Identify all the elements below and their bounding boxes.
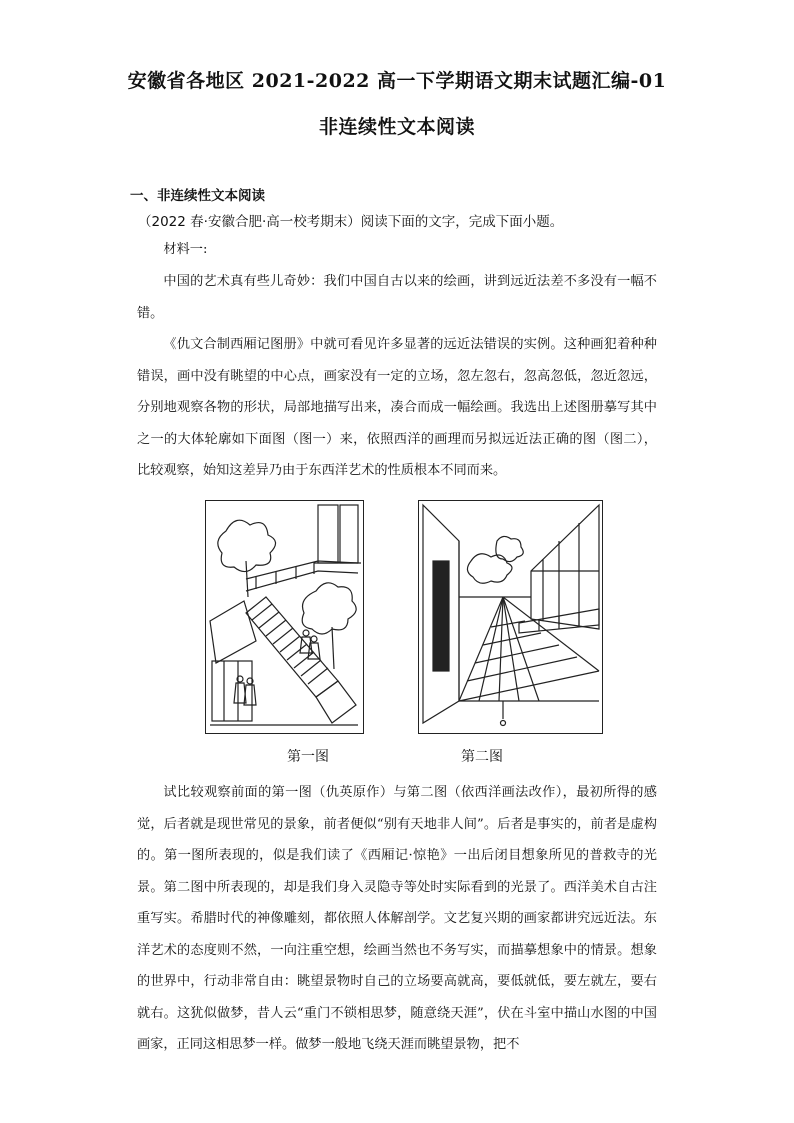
paragraph-3: 试比较观察前面的第一图（仇英原作）与第二图（依西洋画法改作），最初所得的感觉，后者就是现世常见的景象，前者便似“别有天地非人间”。后者是事实的，前者是虚构的。第一图所表现的，似是我们读了《西厢记·惊艳》一出后闭目想象所见的普救寺的光景。第二图中所表现的，却是我们身入灵隐寺等处时实际看到的光景了。西洋美术自古注重写实。希腊时代的神像雕刻，都依照人体解剖学。文艺复兴期的画家都讲究远近法。东洋艺术的态度则不然，一向注重空想，绘画当然也不务写实，而描摹想象中的情景。想象的世界中，行动非常自由：眺望景物时自己的立场要高就高，要低就低，要左就左，要右就右。这犹似做梦，昔人云“重门不锁相思梦，随意绕天涯”，伏在斗室中描山水图的中国画家，正同这相思梦一样。做梦一般地飞绕天涯而眺望景物，把不 xyxy=(137,785,657,1052)
paragraph-2: 《仇文合制西厢记图册》中就可看见许多显著的远近法错误的实例。这种画犯着种种错误，画中没有眺望的中心点，画家没有一定的立场，忽左忽右，忽高忽低，忽近忽远，分别地观察各物的形状，局部地描写出来，凑合而成一幅绘画。我选出上述图册摹写其中之一的大体轮廓如下面图（图一）来，依照西洋的画理而另拟远近法正确的图（图二），比较观察，始知这差异乃由于东西洋艺术的性质根本不同而来。 xyxy=(137,337,657,478)
figure-2-illustration xyxy=(418,500,603,734)
figure-1-illustration xyxy=(205,500,364,734)
paragraph-1: 中国的艺术真有些儿奇妙：我们中国自古以来的绘画，讲到远近法差不多没有一幅不错。 xyxy=(137,274,657,321)
document-subtitle: 非连续性文本阅读 xyxy=(318,116,475,138)
figure-2-caption: 第二图 xyxy=(461,749,503,765)
figure-1-drawing xyxy=(206,501,363,733)
figure-1-caption: 第一图 xyxy=(287,749,329,765)
figure-2-drawing xyxy=(419,501,602,733)
document-title: 安徽省各地区 2021-2022 高一下学期语文期末试题汇编-01 xyxy=(127,70,667,92)
question-source: （2022 春·安徽合肥·高一校考期末）阅读下面的文字，完成下面小题。 xyxy=(138,214,564,230)
material-label: 材料一: xyxy=(163,242,208,257)
section-heading: 一、非连续性文本阅读 xyxy=(130,188,265,204)
